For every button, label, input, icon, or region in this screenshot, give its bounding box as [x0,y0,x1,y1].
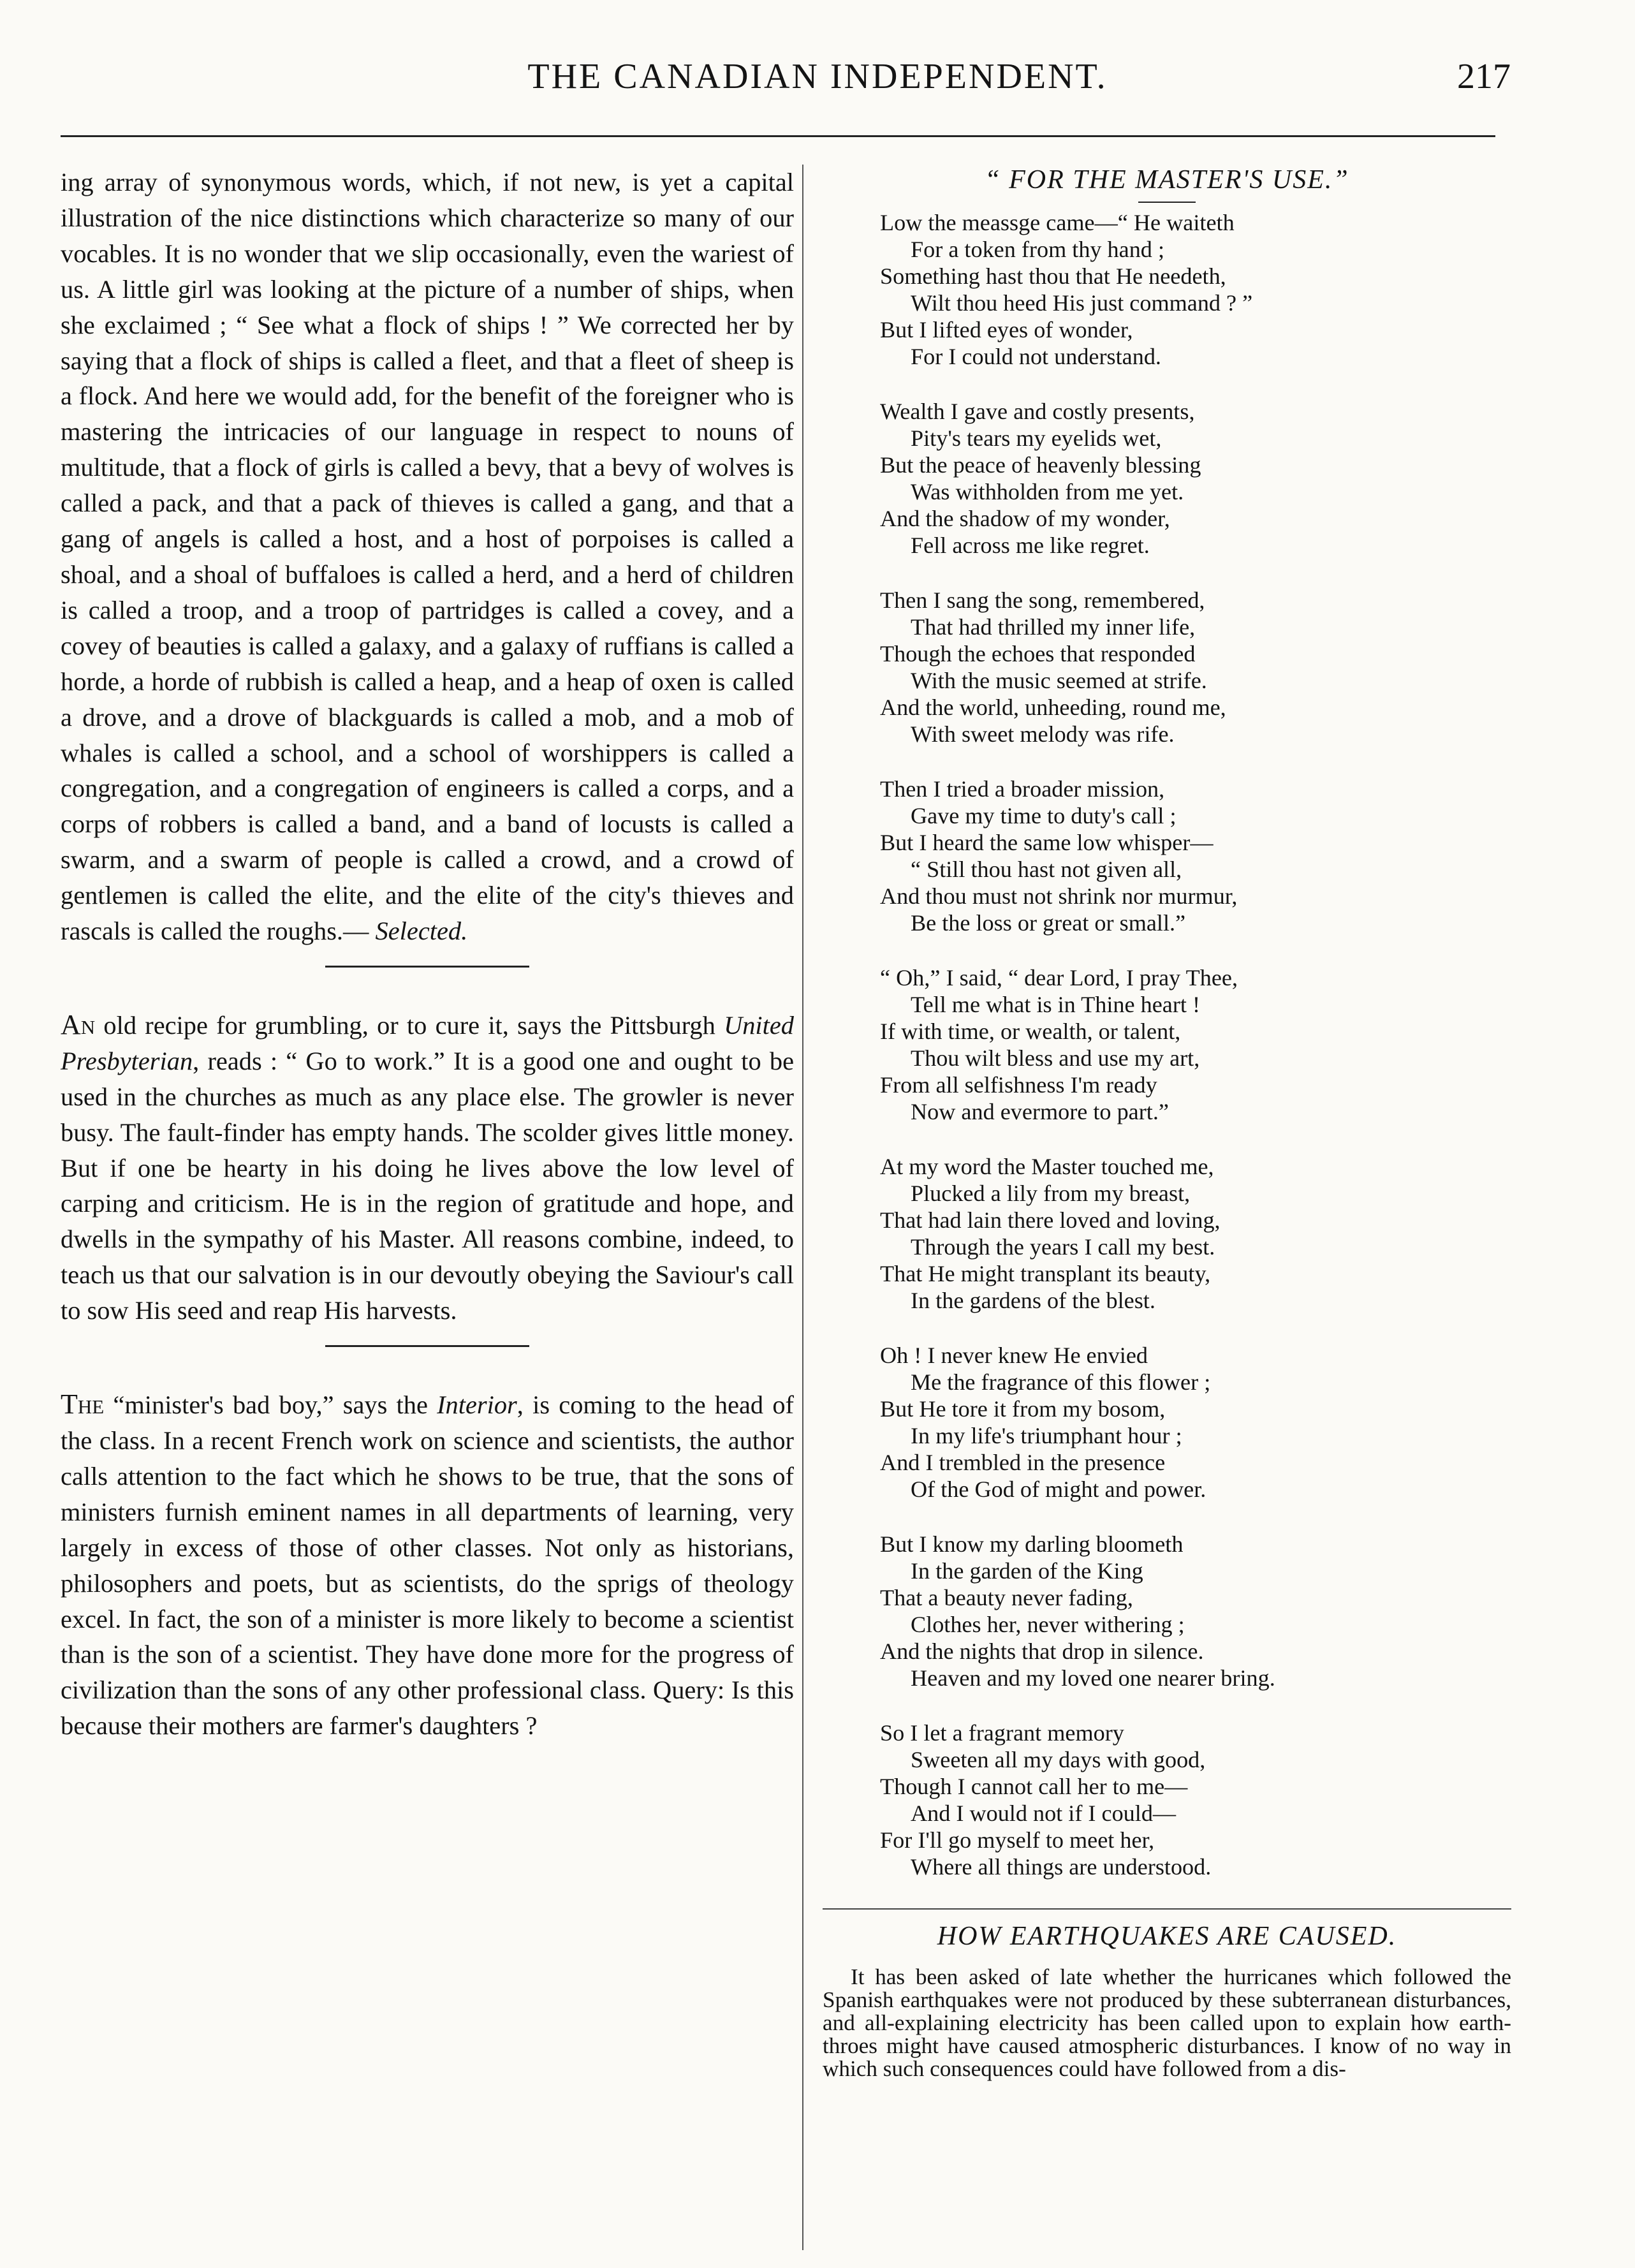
poem-stanza [880,1342,1511,1503]
paragraph-text: ing array of synonymous words, which, if not new, is yet a capital illustration of the nice distinctions which characterize so many of our vocables. It is no wonder that we slip occasionally, even the wariest of us. A little girl was looking at the picture of a number of ships, when she exclaimed ; “ See what a flock of ships ! ” We corrected her by saying that a flock of ships is called a fleet, and that a fleet of sheep is a flock. And here we would add, for the benefit of the foreigner who is mastering the intricacies of our language in respect to nouns of multitude, that a flock of girls is called a bevy, that a bevy of wolves is called a pack, and that a pack of thieves is called a gang, and that a gang of angels is called a host, and a host of porpoises is called a shoal, and a shoal of buffaloes is called a herd, and a herd of children is called a troop, and a troop of partridges is called a covey, and a covey of beauties is called a galaxy, and a galaxy of ruffians is called a horde, a horde of rubbish is called a heap, and a heap of oxen is called a drove, and a drove of blackguards is called a mob, and a mob of whales is called a school, and a school of worshippers is called a congregation, and a congregation of engineers is called a corps, and a corps of robbers is called a band, and a band of locusts is called a swarm, and a swarm of people is called a crowd, and a crowd of gentlemen is called the elite, and the elite of the city's thieves and rascals is called the roughs.— [61,168,794,946]
paragraph-ministers-sons [61,1387,794,1744]
poem-line: For I'll go myself to meet her, [880,1827,1155,1853]
poem-title: “ FOR THE MASTER'S USE.” [985,165,1349,195]
section-divider [325,1345,529,1347]
source-credit: Selected. [375,917,468,946]
article-title: HOW EARTHQUAKES ARE CAUSED. [823,1908,1511,1952]
paragraph-text: , is coming to the head of the class. In a recent French work on science and scientists, the author calls attention to the fact which he shows to be true, that the sons of ministers furnish eminent names in all departments of learning, very largely in excess of those of other classes. Not only as historians, philosophers and poets, but as scientists, do the sprigs of theology excel. In fact, the son of a minister is more likely to become a scientist than is the son of a scientist. They have done more for the progress of civilization than the sons of any other professional class. Query: Is this because their mothers are farmer's daughters ? [61,1390,794,1741]
left-column [61,165,794,1744]
poem-line: But I lifted eyes of wonder, [880,317,1133,342]
poem-line: Thou wilt bless and use my art, [911,1045,1200,1071]
article-body: It has been asked of late whether the hurricanes which followed the Spanish earthquakes were not produced by these subterranean disturbances, and all-explaining electricity has been called upon to explain how earth-throes might have caused atmospheric disturbances. I know of no way in which such consequences could have followed from a dis- [823,1964,1511,2081]
column-divider [802,165,803,2250]
poem-stanza [880,587,1511,747]
poem-line: That had thrilled my inner life, [911,614,1196,640]
poem-line: Be the loss or great or small.” [911,910,1186,936]
poem-line: Then I sang the song, remembered, [880,587,1205,613]
poem [823,209,1511,1880]
poem-line: Something hast thou that He needeth, [880,263,1226,289]
page-number: 217 [1457,57,1511,96]
poem-line: In the gardens of the blest. [911,1288,1155,1313]
poem-line: Clothes her, never withering ; [911,1612,1185,1637]
poem-line: But the peace of heavenly blessing [880,452,1201,478]
poem-stanza [880,964,1511,1125]
poem-stanza [880,776,1511,936]
poem-line: Plucked a lily from my breast, [911,1181,1191,1206]
poem-line: But I know my darling bloometh [880,1531,1184,1557]
header-rule [61,135,1495,137]
poem-stanza [880,1153,1511,1314]
poem-line: So I let a fragrant memory [880,1720,1124,1746]
poem-line: Though I cannot call her to me— [880,1774,1188,1799]
poem-line: Of the God of might and power. [911,1476,1206,1502]
poem-line: Then I tried a broader mission, [880,776,1165,802]
poem-stanza [880,209,1511,370]
poem-line: Tell me what is in Thine heart ! [911,992,1201,1017]
poem-line: Where all things are understood. [911,1854,1212,1880]
source-title: Interior [437,1390,517,1420]
poem-line: Gave my time to duty's call ; [911,803,1177,828]
poem-line: Fell across me like regret. [911,533,1150,558]
poem-line: At my word the Master touched me, [880,1154,1214,1179]
poem-line: And the nights that drop in silence. [880,1638,1204,1664]
section-divider [325,966,529,968]
poem-line: For a token from thy hand ; [911,237,1164,262]
poem-line: Wealth I gave and costly presents, [880,399,1195,424]
title-rule [1138,202,1196,203]
poem-stanza [880,1531,1511,1691]
poem-line: And I would not if I could— [911,1800,1177,1826]
poem-line: But I heard the same low whisper— [880,830,1213,855]
poem-line: With the music seemed at strife. [911,668,1207,693]
poem-stanza [880,1719,1511,1880]
poem-line: From all selfishness I'm ready [880,1072,1157,1098]
poem-line: Low the meassge came—“ He waiteth [880,210,1235,235]
poem-line: And thou must not shrink nor murmur, [880,883,1238,909]
paragraph-nouns-of-multitude [61,165,794,949]
poem-line: In my life's triumphant hour ; [911,1423,1182,1448]
poem-line: If with time, or wealth, or talent, [880,1019,1181,1044]
poem-line: And the shadow of my wonder, [880,506,1170,531]
poem-line: And the world, unheeding, round me, [880,695,1226,720]
poem-line: That a beauty never fading, [880,1585,1133,1610]
poem-line: Heaven and my loved one nearer bring. [911,1665,1275,1691]
poem-line: “ Oh,” I said, “ dear Lord, I pray Thee, [880,965,1238,990]
lead-word: An [61,1008,96,1040]
poem-line: With sweet melody was rife. [911,721,1175,747]
poem-line: And I trembled in the presence [880,1450,1166,1475]
poem-line: Pity's tears my eyelids wet, [911,425,1162,451]
paragraph-text: old recipe for grumbling, or to cure it, says the Pittsburgh [95,1010,724,1040]
poem-line: For I could not understand. [911,344,1161,369]
paragraph-text: “minister's bad boy,” says the [104,1390,437,1420]
poem-line: Wilt thou heed His just command ? ” [911,290,1253,316]
poem-line: Me the fragrance of this flower ; [911,1369,1211,1395]
journal-title: THE CANADIAN INDEPENDENT. [527,57,1108,96]
poem-line: “ Still thou hast not given all, [911,857,1182,882]
poem-line: That had lain there loved and loving, [880,1207,1221,1233]
poem-line: Was withholden from me yet. [911,479,1184,504]
poem-stanza [880,398,1511,559]
poem-line: Through the years I call my best. [911,1234,1215,1260]
page-header [0,0,1635,147]
paragraph-grumbling [61,1007,794,1329]
poem-line: In the garden of the King [911,1558,1143,1584]
poem-line: But He tore it from my bosom, [880,1396,1166,1422]
poem-line: Sweeten all my days with good, [911,1747,1206,1772]
source-title: United Presbyterian [61,1010,794,1075]
poem-line: That He might transplant its beauty, [880,1261,1211,1286]
paragraph-text: , reads : “ Go to work.” It is a good one and ought to be used in the churches as much as any place else. The growler is never busy. The fault-finder has empty hands. The scolder gives little money. But if one be hearty in his doing he lives above the low level of carping and criticism. He is in the region of gratitude and hope, and dwells in the sympathy of his Master. All reasons combine, indeed, to teach us that our salvation is in our devoutly obeying the Saviour's call to sow His seed and reap His harvests. [61,1046,794,1325]
poem-line: Oh ! I never knew He envied [880,1343,1148,1368]
poem-line: Though the echoes that responded [880,641,1196,666]
right-column [823,165,1511,2080]
lead-word: The [61,1388,105,1420]
poem-line: Now and evermore to part.” [911,1099,1169,1124]
